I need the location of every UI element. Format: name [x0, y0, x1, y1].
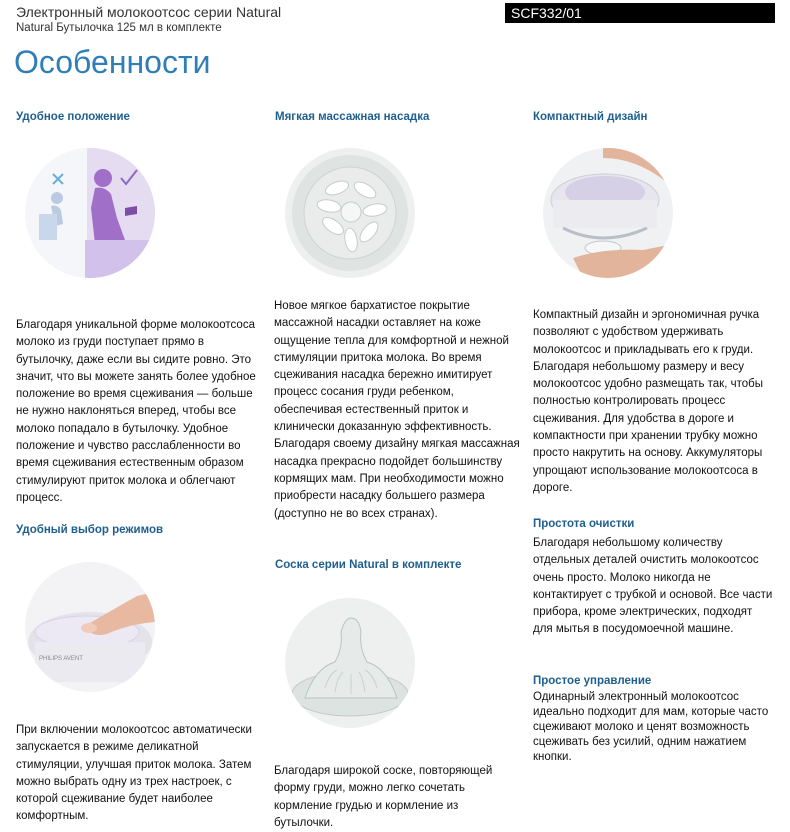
heading-massage-cushion: Мягкая массажная насадка	[275, 111, 430, 123]
comfortable-position-text: Благодаря уникальной форме молокоотсоса молоко из груди поступает прямо в бутылочку, даже если вы сидите ровно. Это значит, что вы можете занять более удобное положение во время сцеживания — больше не нужно наклоняться вперед, чтобы все молоко попадало в бутылочку. Удобное положение и чувство расслабленности во время сцеживания естественным образом стимулируют приток молока и облегчают процесс.	[16, 319, 256, 504]
product-code-badge: SCF332/01	[505, 3, 775, 23]
heading-mode-selection: Удобный выбор режимов	[16, 524, 164, 536]
product-subtitle: Natural Бутылочка 125 мл в комплекте	[16, 22, 222, 34]
massage-cushion-text: Новое мягкое бархатистое покрытие массажной насадки оставляет на коже ощущение тепла для комфортной и нежной стимуляции притока молока. Во время сцеживания насадка бережно имитирует процесс сосания груди ребенком, обеспечивая естественный приток и клинически доказанную эффективность. Благодаря своему дизайну мягкая массажная насадка прекрасно подойдет большинству кормящих мам. При необходимости можно приобрести насадку большего размера (доступно не во всех странах).	[274, 300, 520, 520]
page-title: Особенности	[14, 44, 211, 80]
heading-natural-nipple: Соска серии Natural в комплекте	[275, 559, 462, 571]
heading-comfortable-position: Удобное положение	[16, 111, 130, 123]
simple-control-text: Одинарный электронный молокоотсос идеально подходит для мам, которые часто сцеживают молоко и ценят возможность сцеживать без усилий, одним нажатием кнопки.	[533, 691, 769, 763]
massage-cushion-image	[285, 148, 415, 278]
product-line-title: Электронный молокоотсос серии Natural	[16, 4, 282, 20]
natural-nipple-text: Благодаря широкой соске, повторяющей форму груди, можно легко сочетать кормление грудью и кормление из бутылочки.	[274, 765, 493, 829]
mode-selection-image	[25, 562, 155, 692]
heading-simple-control: Простое управление	[533, 675, 652, 687]
heading-compact-design: Компактный дизайн	[533, 111, 648, 123]
easy-cleaning-text: Благодаря небольшому количеству отдельных деталей очистить молокоотсос очень просто. Молоко никогда не контактирует с трубкой и основой. Все части прибора, кроме электрических, подходят для мытья в посудомоечной машине.	[533, 537, 773, 636]
mode-selection-text: При включении молокоотсос автоматически запускается в режиме деликатной стимуляции, улучшая приток молока. Затем можно выбрать одну из трех настроек, с которой сцеживание будет наиболее комфортным.	[16, 724, 252, 823]
heading-easy-cleaning: Простота очистки	[533, 518, 635, 530]
compact-design-text: Компактный дизайн и эргономичная ручка позволяют с удобством удерживать молокоотсос и прикладывать его к груди. Благодаря небольшому размеру и весу молокоотсос удобно размещать так, чтобы полностью контролировать процесс сцеживания. Для удобства в дороге и компактности при хранении трубку можно просто накрутить на основу. Аккумуляторы упрощают использование молокоотсоса в дороге.	[533, 309, 763, 494]
brand-label: PHILIPS AVENT	[39, 656, 83, 662]
compact-design-image	[543, 148, 673, 278]
comfortable-position-image	[25, 148, 155, 278]
natural-nipple-image	[285, 598, 415, 728]
